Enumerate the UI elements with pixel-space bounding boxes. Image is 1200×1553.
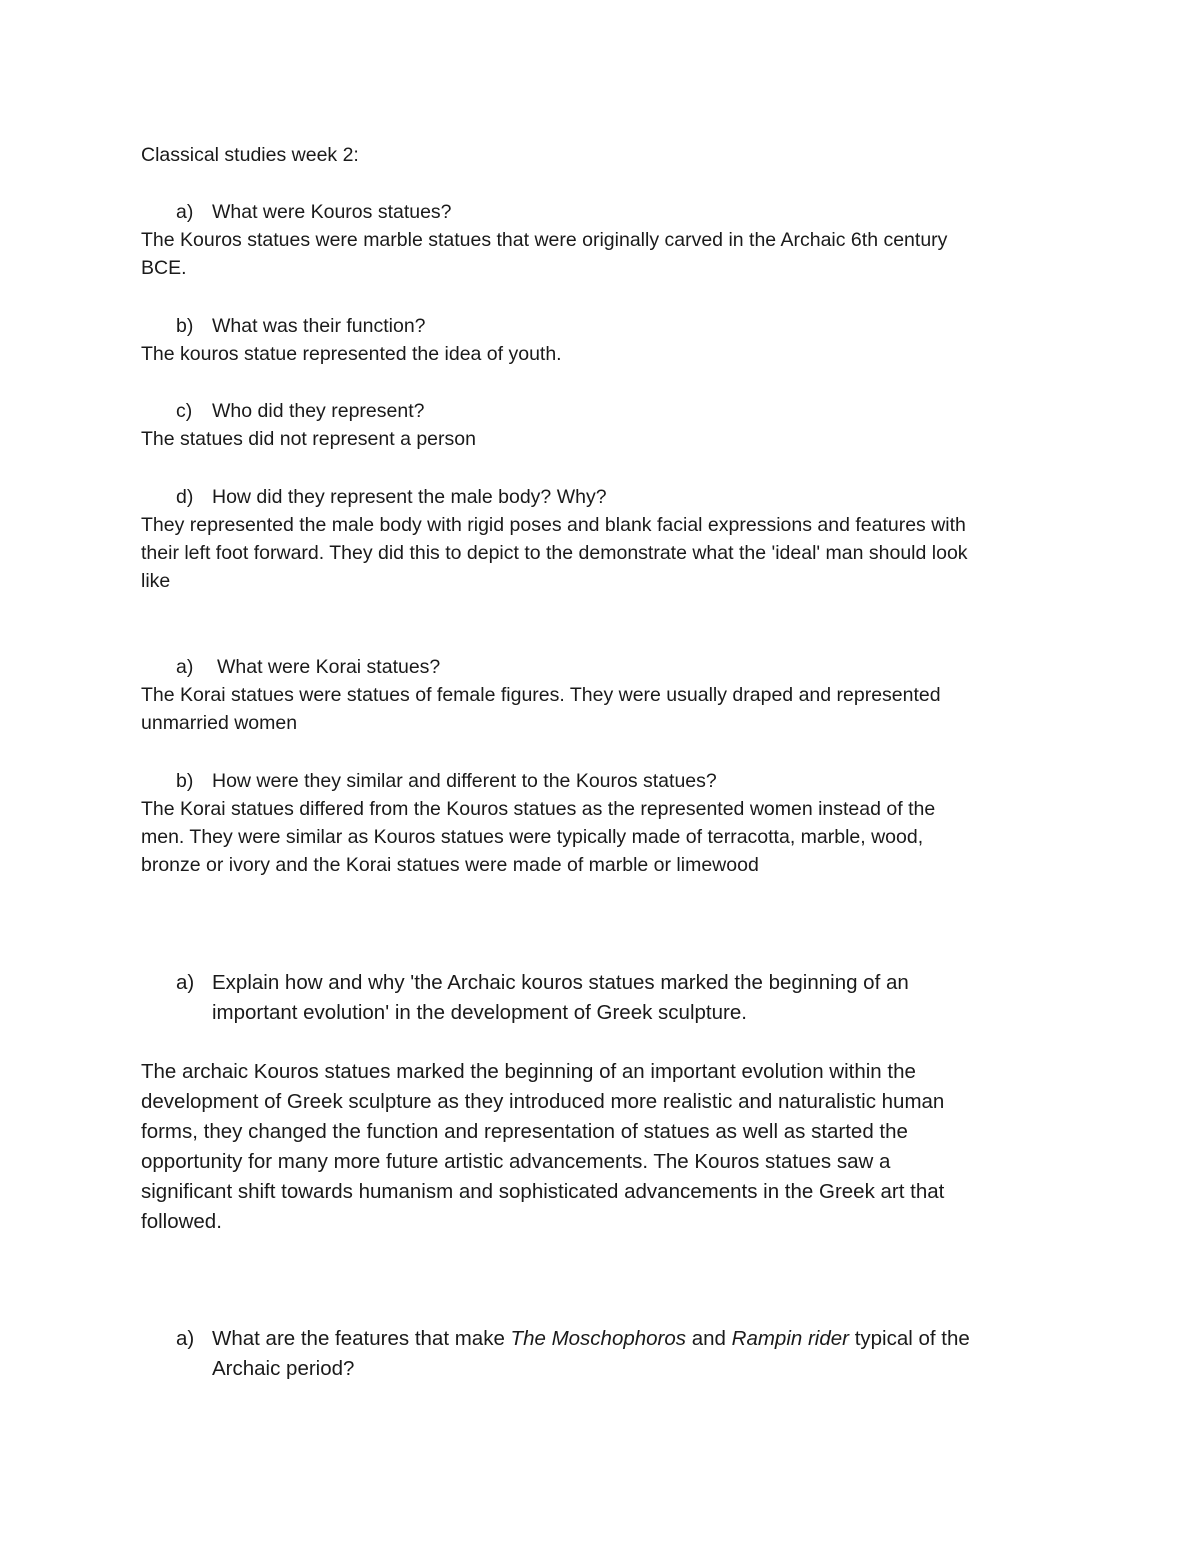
essay-answer-line: opportunity for many more future artistic advancements. The Kouros statues saw a (141, 1150, 891, 1173)
question-marker: b) (176, 770, 194, 792)
question-marker: b) (176, 315, 194, 337)
question-kouros-function: What was their function? (212, 315, 426, 337)
question-korai-what: What were Korai statues? (217, 656, 441, 678)
question-marker: a) (176, 656, 194, 678)
question-text-part: typical of the (849, 1327, 970, 1350)
work-title-moschophoros: The Moschophoros (510, 1327, 687, 1350)
question-kouros-male-body: How did they represent the male body? Why? (212, 486, 607, 508)
answer-line: men. They were similar as Kouros statues were typically made of terracotta, marble, wood, (141, 826, 924, 848)
answer-line: The Korai statues differed from the Kouros statues as the represented women instead of the (141, 798, 936, 820)
answer-line: The statues did not represent a person (141, 428, 476, 450)
answer-line: The Korai statues were statues of female figures. They were usually draped and represented (141, 684, 941, 706)
question-archaic-features-line2: Archaic period? (212, 1357, 355, 1380)
question-marker: a) (176, 971, 195, 994)
question-marker: a) (176, 1327, 195, 1350)
question-kouros-what: What were Kouros statues? (212, 201, 452, 223)
question-marker: c) (176, 400, 193, 422)
question-marker: d) (176, 486, 194, 508)
question-korai-compare: How were they similar and different to the Kouros statues? (212, 770, 717, 792)
essay-answer-line: followed. (141, 1210, 222, 1233)
answer-line: The kouros statue represented the idea of youth. (141, 343, 562, 365)
answer-line: The Kouros statues were marble statues that were originally carved in the Archaic 6th century (141, 229, 948, 251)
answer-line: their left foot forward. They did this to depict to the demonstrate what the 'ideal' man should look (141, 542, 968, 564)
question-essay-line: important evolution' in the development of Greek sculpture. (212, 1001, 747, 1024)
essay-answer-line: forms, they changed the function and representation of statues as well as started the (141, 1120, 908, 1143)
essay-answer-line: The archaic Kouros statues marked the beginning of an important evolution within the (141, 1060, 916, 1083)
answer-line: unmarried women (141, 712, 298, 734)
essay-answer-line: significant shift towards humanism and sophisticated advancements in the Greek art that (141, 1180, 945, 1203)
answer-line: BCE. (141, 257, 187, 279)
document-title: Classical studies week 2: (141, 144, 359, 166)
work-title-rampin-rider: Rampin rider (731, 1327, 849, 1350)
question-text-part: and (686, 1327, 732, 1350)
answer-line: bronze or ivory and the Korai statues were made of marble or limewood (141, 854, 759, 876)
question-kouros-represent: Who did they represent? (212, 400, 425, 422)
question-marker: a) (176, 201, 194, 223)
essay-answer-line: development of Greek sculpture as they introduced more realistic and naturalistic human (141, 1090, 945, 1113)
answer-line: They represented the male body with rigid poses and blank facial expressions and features with (141, 514, 966, 536)
question-essay-line: Explain how and why 'the Archaic kouros statues marked the beginning of an (212, 971, 909, 994)
answer-line: like (141, 570, 171, 592)
question-archaic-features (212, 1324, 970, 1354)
question-text-part: What are the features that make (212, 1327, 511, 1350)
